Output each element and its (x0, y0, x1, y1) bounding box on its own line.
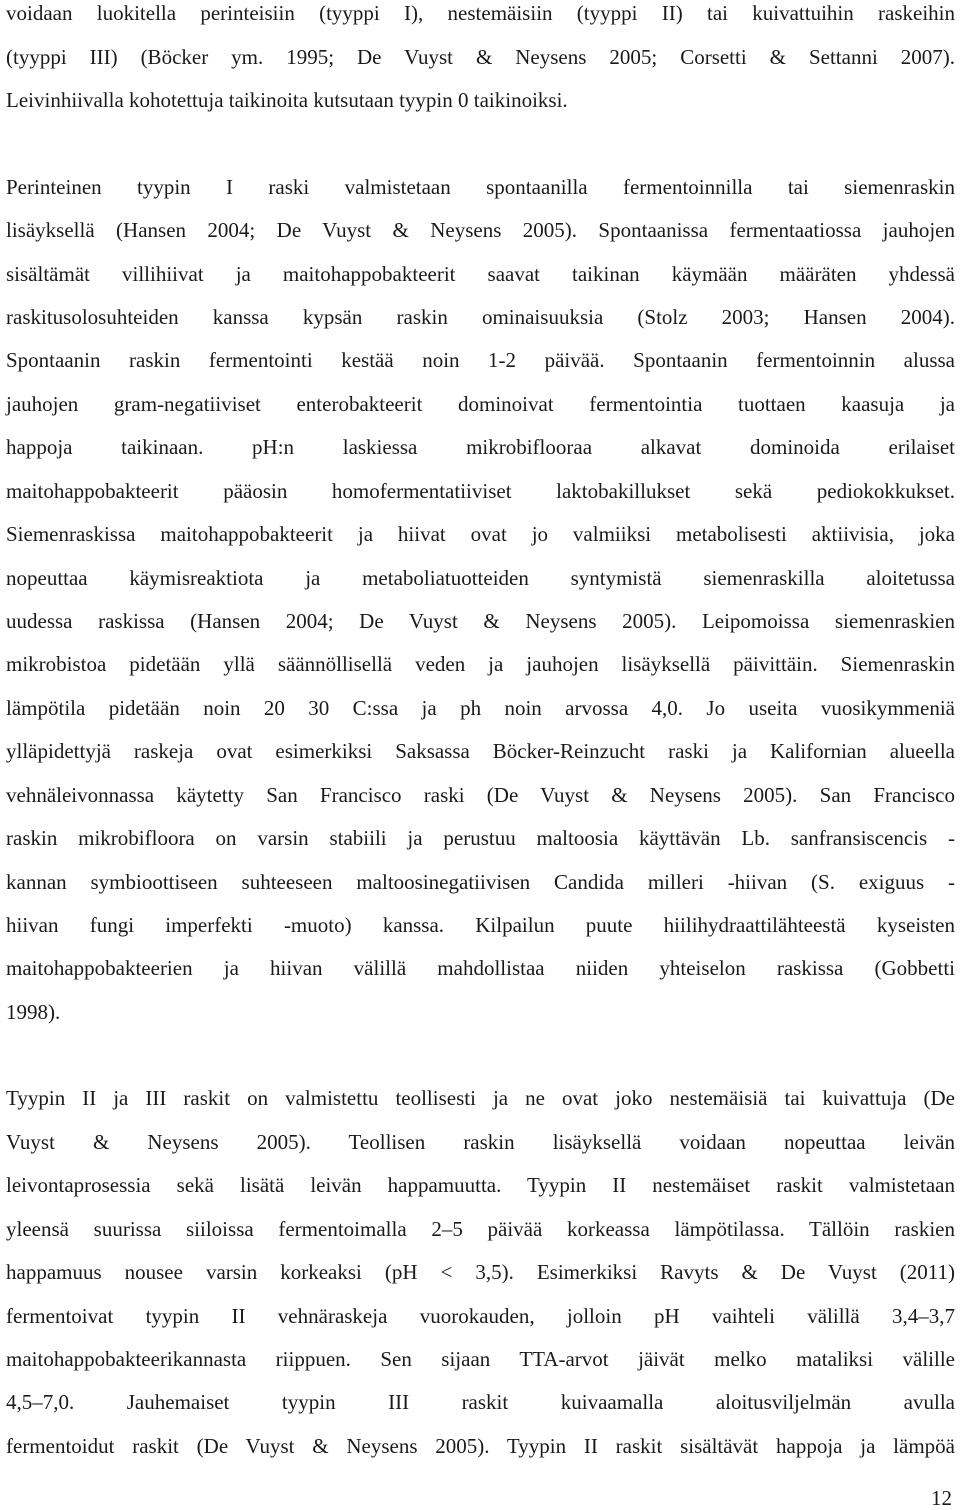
paragraph-2-line-18: hiivan fungi imperfekti -muoto) kanssa. Kilpailun puute hiilihydraattilähteestä kyseisten (6, 913, 955, 937)
paragraph-2-line-5: Spontaanin raskin fermentointi kestää noin 1-2 päivää. Spontaanin fermentoinnin alussa (6, 348, 955, 372)
paragraph-2-line-17: kannan symbioottiseen suhteeseen maltoosinegatiivisen Candida milleri -hiivan (S. exiguus - (6, 870, 955, 894)
paragraph-2-line-19: maitohappobakteerien ja hiivan välillä mahdollistaa niiden yhteiselon raskissa (Gobbetti (6, 956, 955, 980)
paragraph-2-line-4: raskitusolosuhteiden kanssa kypsän raskin ominaisuuksia (Stolz 2003; Hansen 2004). (6, 305, 955, 329)
paragraph-2-line-1: Perinteinen tyypin I raski valmistetaan spontaanilla fermentoinnilla tai siemenraskin (6, 175, 955, 199)
paragraph-3-line-8: 4,5–7,0. Jauhemaiset tyypin III raskit kuivaamalla aloitusviljelmän avulla (6, 1390, 955, 1414)
paragraph-2-line-16: raskin mikrobifloora on varsin stabiili ja perustuu maltoosia käyttävän Lb. sanfransiscencis - (6, 826, 955, 850)
paragraph-2-line-7: happoja taikinaan. pH:n laskiessa mikrobiflooraa alkavat dominoida erilaiset (6, 435, 955, 459)
paragraph-1-line-3: Leivinhiivalla kohotettuja taikinoita kutsutaan tyypin 0 taikinoiksi. (6, 88, 568, 112)
paragraph-2-line-10: nopeuttaa käymisreaktiota ja metaboliatuotteiden syntymistä siemenraskilla aloitetussa (6, 566, 955, 590)
paragraph-3-line-2: Vuyst & Neysens 2005). Teollisen raskin lisäyksellä voidaan nopeuttaa leivän (6, 1130, 955, 1154)
paragraph-2-line-6: jauhojen gram-negatiiviset enterobakteerit dominoivat fermentointia tuottaen kaasuja ja (6, 392, 955, 416)
paragraph-3-line-4: yleensä suurissa siiloissa fermentoimalla 2–5 päivää korkeassa lämpötilassa. Tällöin raskien (6, 1217, 955, 1241)
paragraph-3-line-7: maitohappobakteerikannasta riippuen. Sen sijaan TTA-arvot jäivät melko mataliksi välille (6, 1347, 955, 1371)
paragraph-3-line-1: Tyypin II ja III raskit on valmistettu teollisesti ja ne ovat joko nestemäisiä tai kuivattuja (De (6, 1086, 955, 1110)
paragraph-2-line-11: uudessa raskissa (Hansen 2004; De Vuyst & Neysens 2005). Leipomoissa siemenraskien (6, 609, 955, 633)
paragraph-1-line-1: voidaan luokitella perinteisiin (tyyppi I), nestemäisiin (tyyppi II) tai kuivattuihin raskeihin (6, 1, 955, 25)
paragraph-2-line-15: vehnäleivonnassa käytetty San Francisco raski (De Vuyst & Neysens 2005). San Francisco (6, 783, 955, 807)
page-number: 12 (931, 1486, 952, 1510)
paragraph-2-line-14: ylläpidettyjä raskeja ovat esimerkiksi Saksassa Böcker-Reinzucht raski ja Kalifornian alueella (6, 739, 955, 763)
paragraph-2-line-20: 1998). (6, 1000, 61, 1024)
paragraph-3-line-9: fermentoidut raskit (De Vuyst & Neysens 2005). Tyypin II raskit sisältävät happoja ja lämpöä (6, 1434, 955, 1458)
paragraph-2-line-9: Siemenraskissa maitohappobakteerit ja hiivat ovat jo valmiiksi metabolisesti aktiivisia, joka (6, 522, 955, 546)
paragraph-2-line-13: lämpötila pidetään noin 20 30 C:ssa ja ph noin arvossa 4,0. Jo useita vuosikymmeniä (6, 696, 955, 720)
paragraph-2-line-2: lisäyksellä (Hansen 2004; De Vuyst & Neysens 2005). Spontaanissa fermentaatiossa jauhojen (6, 218, 955, 242)
paragraph-2-line-8: maitohappobakteerit pääosin homofermentatiiviset laktobakillukset sekä pediokokkukset. (6, 479, 955, 503)
paragraph-3-line-5: happamuus nousee varsin korkeaksi (pH < 3,5). Esimerkiksi Ravyts & De Vuyst (2011) (6, 1260, 955, 1284)
paragraph-3-line-6: fermentoivat tyypin II vehnäraskeja vuorokauden, jolloin pH vaihteli välillä 3,4–3,7 (6, 1304, 955, 1328)
paragraph-3-line-3: leivontaprosessia sekä lisätä leivän happamuutta. Tyypin II nestemäiset raskit valmistetaan (6, 1173, 955, 1197)
paragraph-2-line-12: mikrobistoa pidetään yllä säännöllisellä veden ja jauhojen lisäyksellä päivittäin. Siemenraskin (6, 652, 955, 676)
paragraph-1-line-2: (tyyppi III) (Böcker ym. 1995; De Vuyst & Neysens 2005; Corsetti & Settanni 2007). (6, 45, 955, 69)
paragraph-2-line-3: sisältämät villihiivat ja maitohappobakteerit saavat taikinan käymään määräten yhdessä (6, 262, 955, 286)
